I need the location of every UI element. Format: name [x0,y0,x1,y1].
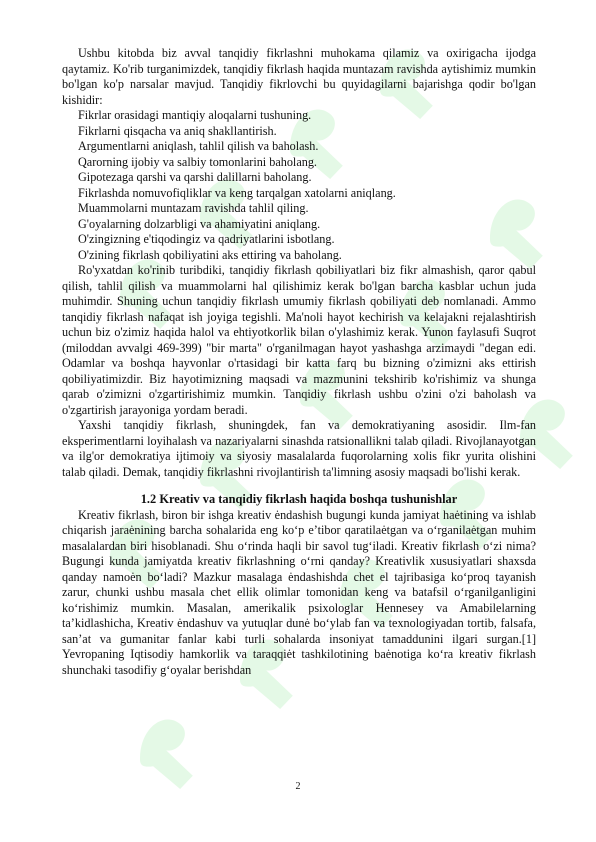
list-item: O'zining fikrlash qobiliyatini aks ettiring va baholang. [78,247,342,262]
list-item: Fikrlarni qisqacha va aniq shakllantirish. [78,123,277,138]
section-heading: 1.2 Kreativ va tanqidiy fikrlash haqida boshqa tushunishlar [140,492,458,506]
intro-paragraph: Ushbu kitobda biz avval tanqidiy fikrlashni muhokama qilamiz va oxirigacha ijodga qaytamiz. Ko'rib turganimizdek, tanqidiy fikrlash haqida muntazam ravishda aytishimiz mumkin bo'lgan ko'p narsalar mavjud. Tanqidiy fikrlovchi bu quyidagilarni bajarishga qodir bo'lgan kishidir: [62,46,536,107]
body-paragraph: Yaxshi tanqidiy fikrlash, shuningdek, fan va demokratiyaning asosidir. Ilm-fan eksperimentlarni loyihalash va nazariyalarni sinashda ratsionallikni talab qiladi. Rivojlanayotgan va ilg'or demokratiya ijtimoiy va siyosiy masalalarda fuqorolarning xolis fikr yurita olishini talab qiladi. Demak, tanqidiy fikrlashni rivojlantirish ta'limning asosiy maqsadi bo'lishi kerak. [62,418,536,479]
list-item: Argumentlarni aniqlash, tahlil qilish va baholash. [78,139,319,153]
list-item: G'oyalarning dolzarbligi va ahamiyatini aniqlang. [78,216,321,231]
list-item: O'zingizning e'tiqodingiz va qadriyatlarini isbotlang. [78,232,335,246]
list-item: Fikrlar orasidagi mantiqiy aloqalarni tushuning. [78,108,312,122]
page-number: 2 [295,781,301,792]
list-item: Fikrlashda nomuvofiqliklar va keng tarqalgan xatolarni aniqlang. [78,185,396,200]
body-paragraph: Ro'yxatdan ko'rinib turibdiki, tanqidiy fikrlash qobiliyatlari biz fikr almashish, qaror qabul qilish, tahlil qilish va muammolarni hal qilishimiz kerak bo'lgan barcha kasblar uchun juda muhimdir. Shuning uchun tanqidiy fikrlash umumiy fikrlash qobiliyati deb nomlanadi. Ammo tanqidiy fikrlash nafaqat ish joyiga tegishli. Ma'noli hayot kechirish va kelajakni rejalashtirish uchun biz o'zimiz haqida halol va ehtiyotkorlik bilan o'ylashimiz kerak. Yunon faylasufi Suqrot (miloddan avvalgi 469-399) "bir marta" o'rganilmagan hayot yashashga arzimaydi "degan edi. Odamlar va boshqa hayvonlar o'rtasidagi bir katta farq bu bizning o'zimizni aks ettirish qobiliyatimizdir. Biz hayotimizning maqsadi va mazmunini tekshirib ko'rishimiz va shunga qarab o'zimizni o'zgartirishimiz mumkin. Tanqidiy fikrlash ushbu o'zini o'zi baholash va o'zgartirish jarayoniga yordam beradi. [62,263,536,417]
body-paragraph: Kreativ fikrlash, biron bir ishga kreativ ėndashish bugungi kunda jamiyat haėtining va ishlab chiqarish jaraėnining barcha sohalarida eng ko‘p e’tibor qaratilaėtgan va o‘rganilaėtgan muhim masalalardan biri hisoblanadi. Shu o‘rinda haqli bir savol tug‘iladi. Kreativ fikrlash o‘zi nima? Bugungi kunda jamiyatda kreativ fikrlashning o‘rni qanday? Kreativlik xususiyatlari shaxsda qanday namoėn bo‘ladi? Mazkur masalaga ėndashishda chet el tajribasiga ko‘proq tayanish zarur, chunki ushbu masala chet ellik olimlar tomonidan keng va batafsil o‘rganilganligini ko‘rishimiz mumkin. Masalan, amerikalik psixologlar Hennesey va Amabilelarning ta’kidlashicha, Kreativ ėndashuv va yutuqlar dunė bo‘ylab fan va texnologiyadan tortib, falsafa, san’at va gumanitar fanlar kabi turli sohalarda insoniyat tamaddunini ilgari surgan.[1] Yevropaning Iqtisodiy hamkorlik va taraqqiėt tashkilotining baėnotiga ko‘ra kreativ fikrlash shunchaki tasodifiy g‘oyalar berishdan [62,507,536,677]
list-item: Gipotezaga qarshi va qarshi dalillarni baholang. [78,170,312,184]
skills-list [62,108,536,263]
document-page [62,46,536,678]
list-item: Qarorning ijobiy va salbiy tomonlarini baholang. [78,154,317,169]
list-item: Muammolarni muntazam ravishda tahlil qiling. [78,201,309,215]
